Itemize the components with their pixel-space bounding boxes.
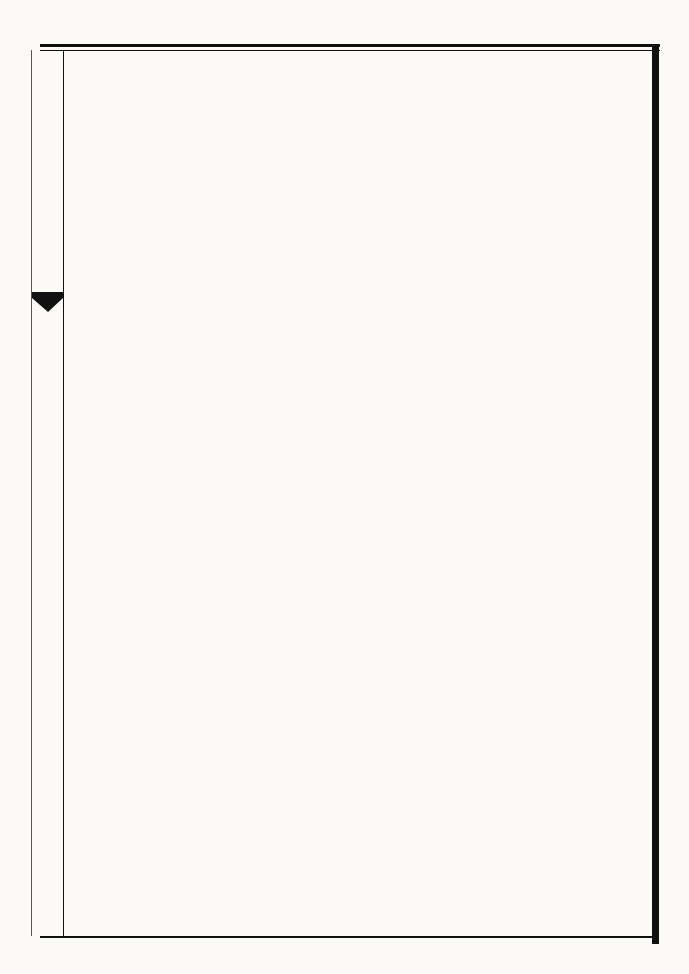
frame-bottom-rule [40, 936, 659, 938]
gutter-rule [63, 50, 64, 936]
fish-tail-ornament [32, 292, 63, 312]
frame-right-rule [652, 44, 659, 944]
frame-top-inner-rule [40, 50, 660, 51]
gutter-outer-rule [31, 50, 32, 936]
frame-top-rule [40, 44, 660, 47]
